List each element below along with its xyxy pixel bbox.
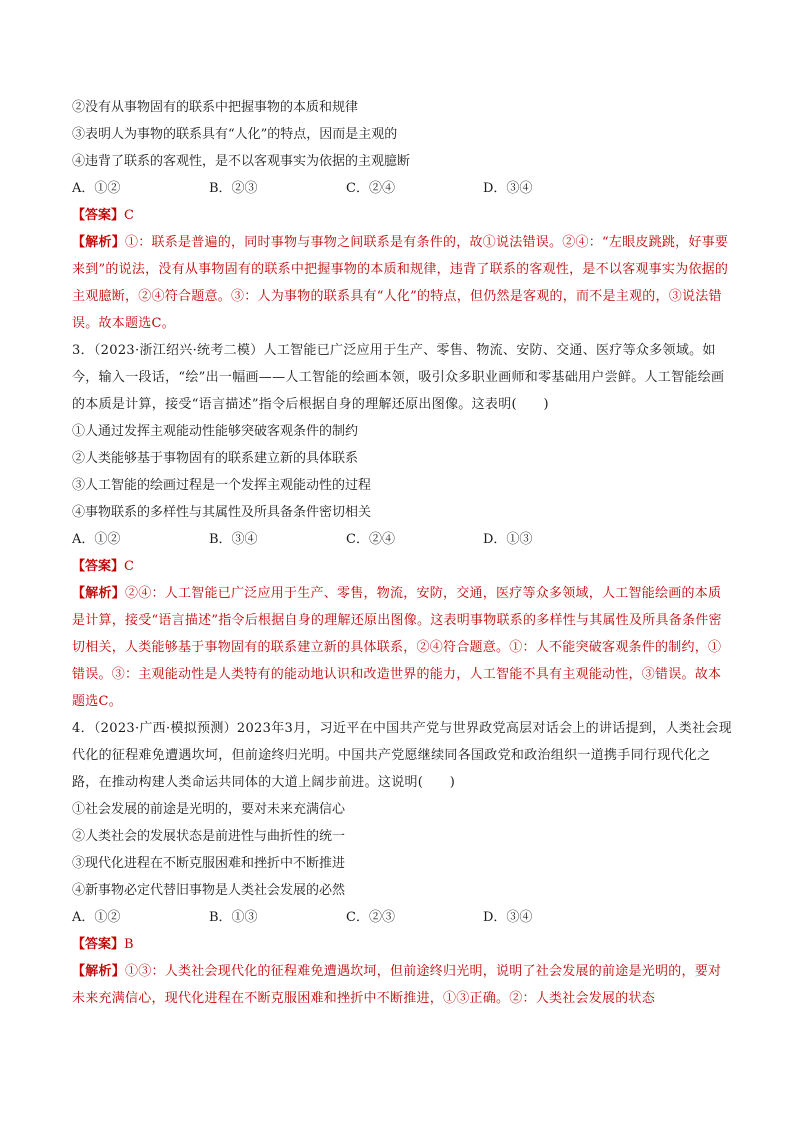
q3-option-d: D．①③	[483, 532, 533, 547]
q2-item-2: ②没有从事物固有的联系中把握事物的本质和规律	[72, 100, 359, 115]
analysis-text: ①③：人类社会现代化的征程难免遭遇坎坷，但前途终归光明，说明了社会发展的前途是光明的，要对未来充满信心，现代化进程在不断克服困难和挫折中不断推进，①③正确。②：人类社会发展的状态	[72, 964, 722, 1006]
analysis-tag: 【解析】	[72, 586, 126, 601]
q4-item-2: ②人类社会的发展状态是前进性与曲折性的统一	[72, 829, 346, 844]
answer-tag: 【答案】	[72, 208, 125, 223]
q2-options	[72, 175, 732, 202]
analysis-text: ②④：人工智能已广泛应用于生产、零售，物流，安防，交通，医疗等众多领域，人工智能绘画的本质是计算，接受“语言描述”指令后根据自身的理解还原出图像。这表明事物联系的多样性与其属性及所具备条件密切相关，人类能够基于事物固有的联系建立新的具体联系，②④符合题意。①：人不能突破客观条件的制约，①错误。③：主观能动性是人类特有的能动地认识和改造世界的能力，人工智能不具有主观能动性，③错误。故本题选C。	[72, 586, 722, 709]
q4-option-c: C．②③	[346, 910, 395, 925]
q3-item-4: ④事物联系的多样性与其属性及所具备条件密切相关	[72, 505, 372, 520]
q4-answer	[72, 931, 732, 958]
q4-option-b: B．①③	[209, 910, 258, 925]
q2-option-c: C．②④	[346, 181, 395, 196]
q2-option-a: A．①②	[72, 181, 121, 196]
q3-option-a: A．①②	[72, 532, 121, 547]
q2-option-d: D．③④	[483, 181, 533, 196]
analysis-tag: 【解析】	[72, 235, 126, 250]
q2-answer	[72, 202, 732, 229]
q3-item-1: ①人通过发挥主观能动性能够突破客观条件的制约	[72, 424, 359, 439]
answer-value: B	[124, 937, 134, 952]
answer-tag: 【答案】	[72, 937, 125, 952]
q3-stem: 3．（2023·浙江绍兴·统考二模）人工智能已广泛应用于生产、零售、物流、安防、交通、医疗等众多领域。如今，输入一段话，“绘”出一幅画——人工智能的绘画本领，吸引众多职业画师和零基础用户尝鲜。人工智能绘画的本质是计算，接受“语言描述”指令后根据自身的理解还原出图像。这表明( )	[72, 343, 725, 412]
q3-option-b: B．③④	[209, 532, 258, 547]
q4-item-4: ④新事物必定代替旧事物是人类社会发展的必然	[72, 883, 346, 898]
q2-item-4: ④违背了联系的客观性，是不以客观事实为依据的主观臆断	[72, 154, 411, 169]
document-page	[72, 94, 732, 1012]
answer-tag: 【答案】	[72, 559, 125, 574]
q3-analysis	[72, 580, 732, 715]
q3-option-c: C．②④	[346, 532, 395, 547]
answer-value: C	[124, 208, 134, 223]
analysis-text: ①：联系是普遍的，同时事物与事物之间联系是有条件的，故①说法错误。②④：“左眼皮跳跳，好事要来到”的说法，没有从事物固有的联系中把握事物的本质和规律，违背了联系的客观性，是不以客观事实为依据的主观臆断，②④符合题意。③：人为事物的联系具有“人化”的特点，但仍然是客观的，而不是主观的，③说法错误。故本题选C。	[72, 235, 729, 331]
answer-value: C	[124, 559, 134, 574]
q4-analysis	[72, 958, 732, 1012]
analysis-tag: 【解析】	[72, 964, 126, 979]
q3-answer	[72, 553, 732, 580]
q3-item-3: ③人工智能的绘画过程是一个发挥主观能动性的过程	[72, 478, 372, 493]
q2-analysis	[72, 229, 732, 337]
q3-item-2: ②人类能够基于事物固有的联系建立新的具体联系	[72, 451, 359, 466]
q4-stem: 4．（2023·广西·模拟预测）2023年3月，习近平在中国共产党与世界政党高层对话会上的讲话提到，人类社会现代化的征程难免遭遇坎坷，但前途终归光明。中国共产党愿继续同各国政党和政治组织一道携手同行现代化之路，在推动构建人类命运共同体的大道上阔步前进。这说明( )	[72, 721, 732, 790]
q4-option-a: A．①②	[72, 910, 121, 925]
q4-options	[72, 904, 732, 931]
q4-item-1: ①社会发展的前途是光明的，要对未来充满信心	[72, 802, 346, 817]
q4-option-d: D．③④	[483, 910, 533, 925]
q3-options	[72, 526, 732, 553]
q4-item-3: ③现代化进程在不断克服困难和挫折中不断推进	[72, 856, 346, 871]
q2-option-b: B．②③	[209, 181, 258, 196]
q2-item-3: ③表明人为事物的联系具有“人化”的特点，因而是主观的	[72, 127, 398, 142]
